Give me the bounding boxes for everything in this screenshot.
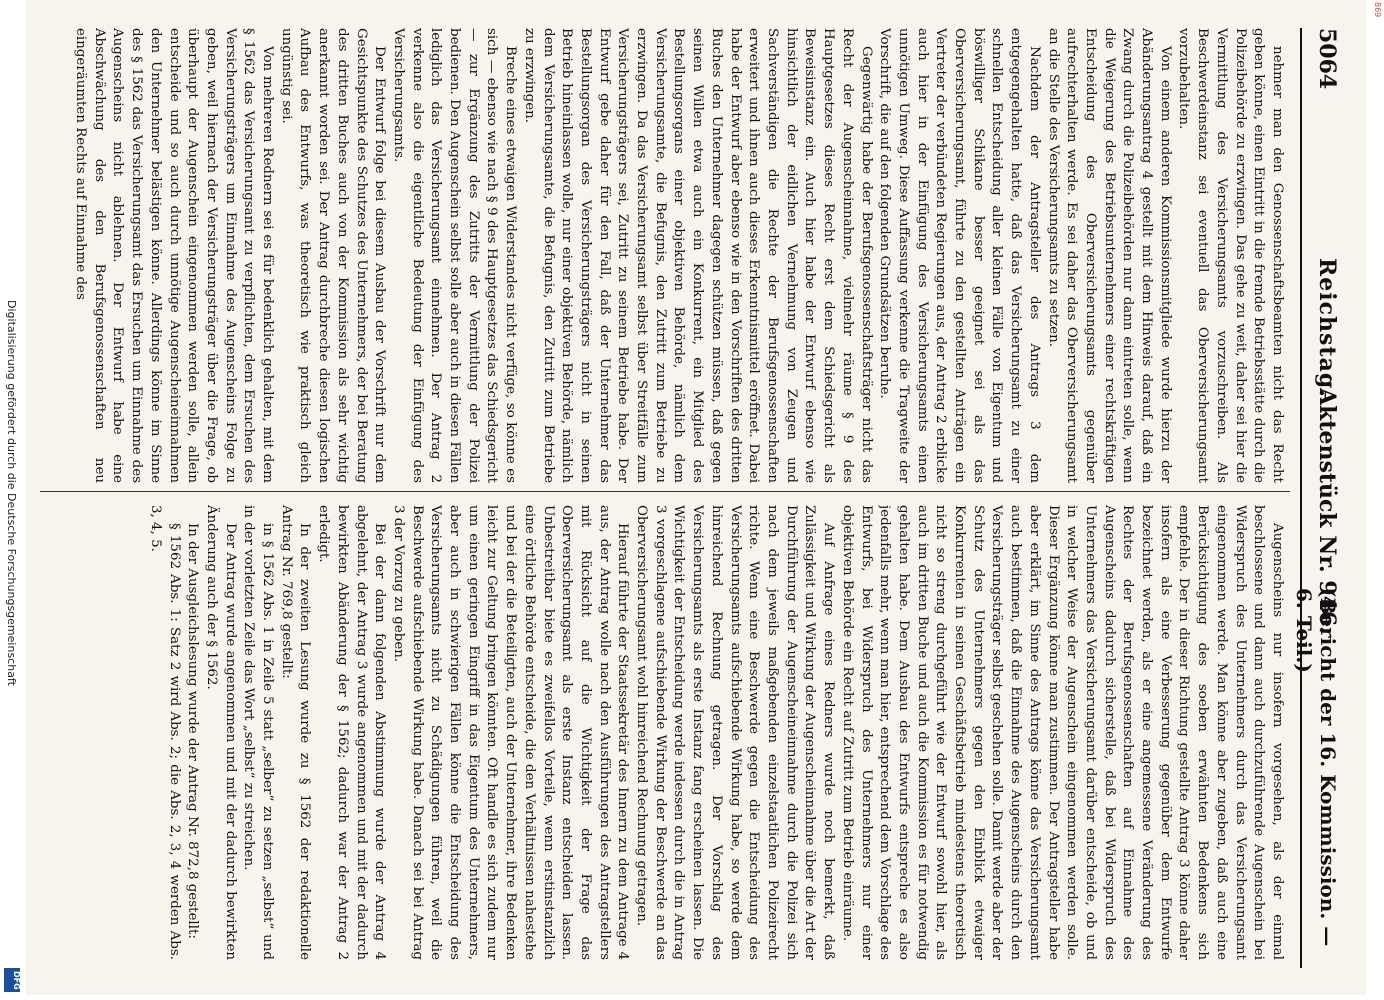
paragraph: Nachdem der Antragsteller des Antrags 3 dem entgegengehalten hatte, daß das Versicherungsamt zu einer schnellen Entscheidung aller kleinen Fälle von Eigentum und böswilliger Schikane besser geeignet sei als das Oberversicherungsamt, führte zu den gestellten Anträgen ein Vertreter der verbündeten Regierungen aus, der Antrag 2 erblicke auch hier in der Einfügung des Versicherungsamts einen unnötigen Umweg. Diese Auffassung verkenne die Tragweite der Vorschrift, die auf den folgenden Grundsätzen beruhe.: [877, 28, 1042, 483]
paragraph: § 1562 Abs. 1: Satz 2 wird Abs. 2; die Abs. 2, 3, 4 werden Abs. 3, 4, 5.: [147, 505, 182, 960]
scanned-page: [26, 0, 1366, 995]
dfg-logo: DFG: [4, 968, 20, 992]
paragraph: Auf Anfrage eines Redners wurde noch bemerkt, daß Zulässigkeit und Wirkung der Augenscheinnahme über die Art der Durchführung der Augenscheineinnahme durch die Polizei sich nach dem jeweils maßgebenden einzelstaatlichen Polizeirecht richte. Wenn eine Beschwerde gegen die Entscheidung des Versicherungsamts aufschiebende Wirkung habe, so werde dem hinreichend Rechnung getragen. Der Vorschlag des Versicherungsamts als erste Instanz fang erscheinen lassen. Die Wichtigkeit der Entscheidung werde indessen durch die in Antrag 3 vorgeschlagene aufschiebende Wirkung der Beschwerde an das Oberversicherungsamt wohl hinreichend Rechnung getragen.: [634, 505, 837, 960]
paragraph: Gegenwärtig habe der Berufsgenossenschaftsträger nicht das Recht der Augenscheinnahme, vielmehr räume § 9 des Hauptgesetzes dieses Recht erst dem Schiedsgericht als Beweisinstanz ein. Auch hier habe der Entwurf ebenso wie hinsichtlich der eidlichen Vernehmung von Zeugen und Sachverständigen die Rechte der Berufsgenossenschaften erweitert und ihnen auch dieses Erkenntnismittel eröffnet. Dabei habe der Entwurf aber ebenso wie in den Vorschriften des dritten Buches den Unternehmer dagegen schützen müssen, daß gegen seinen Willen etwa auch ein Konkurrent, ein Mitglied des Bestellungsorgans einer objektiven Behörde, nämlich dem Versicherungsamte, die Befugnis, den Zutritt zum Betriebe zu erzwingen. Da das Versicherungsamt selbst über Streitfälle zum Versicherungsträgers sei, Zutritt zu seinem Betriebe habe. Der Entwurf gebe daher für den Fall, daß der Unternehmer das Bestellungsorgan des Versicherungsträgers nicht in seinen Betrieb hineinlassen wolle, nur einer objektiven Behörde, nämlich dem Versicherungsamte, die Befugnis, den Zutritt zum Betriebe zu erzwingen.: [521, 28, 874, 483]
report-subtitle: (Bericht der 16. Kommission. — 6. Teil.): [1292, 588, 1340, 947]
paragraph: Von einem anderen Kommissionsmitgliede wurde hierzu der Abänderungsantrag 4 gestellt mit dem Hinweis darauf, daß ein Zwang durch die Polizeibehörden nur dann eintreten solle, wenn die Weigerung des Betriebsunternehmers einer rechtskräftigen Entscheidung des Oberversicherungsamts gegenüber aufrechterhalten werde. Es sei daher das Oberversicherungsamt an die Stelle des Versicherungsamts zu setzen.: [1045, 28, 1173, 483]
credit-text: Digitalisierung gefördert durch die Deutsche Forschungsgemeinschaft: [5, 300, 18, 686]
page-header: [1292, 28, 1348, 968]
page-number: 5064: [1314, 28, 1340, 90]
paragraph: In der Ausgleichslesung wurde der Antrag Nr. 872,8 gestellt:: [185, 523, 201, 939]
document-number: Aktenstück Nr. 946.: [1314, 388, 1340, 634]
corner-mark: 869: [1373, 2, 1382, 18]
column-divider: [40, 491, 1290, 492]
paragraph: Der Antrag wurde angenommen und mit der dadurch bewirkten Änderung auch der § 1562.: [203, 505, 238, 960]
right-column: [46, 505, 1286, 960]
paragraph: Augenscheins nur insofern vorgesehen, als der einmal beschlossene und dann auch durchzuführende Augenschein bei Widerspruch des Unternehmers durch das Versicherungsamt eingenommen werde. Man könne aber zugeben, daß auch eine Berücksichtigung des soeben erwähnten Bedenkens sich empfehle. Der in dieser Richtung gestellte Antrag 3 könne daher insofern als eine Verbesserung gegenüber dem Entwurfe bezeichnet werden, als er eine angemessene Veränderung des Rechtes der Berufsgenossenschaften auf Einnahme des Augenscheins dadurch sicherstelle, daß bei Widerspruch des Unternehmers das Versicherungsamt darüber entscheide, ob und in welcher Weise der Augenschein eingenommen werden solle. Dieser Ergänzung könne man zustimmen. Der Antragsteller habe aber erklärt, im Sinne des Antrags könne das Versicherungsamt auch bestimmen, daß die Einnahme des Augenscheins durch den Versicherungsträger selbst geschehen solle. Damit werde aber der Schutz des Unternehmers gegen den Einblick etwaiger Konkurrenten in seinen Geschäftsbetrieb mindestens theoretisch nicht so streng durchgeführt wie der Entwurf sowohl hier, als auch im dritten Buche und auch die Kommission es für notwendig gehalten habe. Dem Ausbau des Entwurfs entspreche es also jedenfalls mehr, wenn man hier, entsprechend dem Vorschlage des Entwurfs, bei Widerspruch des Unternehmers nur einer objektiven Behörde ein Recht auf Zutritt zum Betrieb einräume.: [839, 505, 1285, 960]
paragraph: Hierauf führte der Staatssekretär des Innern zu dem Antrage 4 aus, der Antrag wolle nach den Ausführungen des Antragstellers mit Rücksicht auf die Wichtigkeit der Frage das Oberversicherungsamt als erste Instanz entscheiden lassen. Unbestreitbar biete es zweifellos Vorteile, wenn erstinstanzlich eine örtliche Behörde entscheide, die den Verhältnissen nahestehe und bei der die Beteiligten, auch der Unternehmer, ihre Bedenken leicht zur Geltung bringen könnten. Oft handle es sich zudem nur um einen geringen Eingriff in das Eigentum des Unternehmers, aber auch in schwierigen Fällen könne die Entscheidung des Versicherungsamts nicht zu Schädigungen führen, weil die Beschwerde aufschiebende Wirkung habe. Danach sei bei Antrag 3 der Vorzug zu geben.: [390, 505, 631, 960]
paragraph: Der Entwurf folge bei diesem Ausbau der Vorschrift nur dem Gesichtspunkte des Schutzes des Unternehmers, der bei Beratung des dritten Buches auch von der Kommission als sehr wichtig anerkannt worden sei. Der Antrag durchbreche diesen logischen Aufbau des Entwurfs, was theoretisch wie praktisch gleich ungünstig sei.: [278, 28, 388, 483]
paragraph: nehmer man den Genossenschaftsbeamten nicht das Recht geben könne, einen Eintritt in die fremde Betriebsstätte durch die Polizeibehörde zu erzwingen. Das gehe zu weit, daher sei hier die Vermittlung des Versicherungsamts vorzuschreiben. Als Beschwerdeinstanz sei eventuell das Oberversicherungsamt vorzubehalten.: [1176, 28, 1285, 483]
page-content: [26, 0, 1366, 995]
paragraph: In der zweiten Lesung wurde zu § 1562 der redaktionelle Antrag Nr. 769,8 gestellt:: [278, 505, 313, 960]
paragraph: in § 1562 Abs. 1 in Zeile 5 statt „selber“ zu setzen „selbst“ und in der vorletzten Zeile das Wort „selbst“ zu streichen.: [241, 505, 276, 960]
digitization-credit: [2, 300, 20, 980]
publication-title: Reichstag.: [1314, 258, 1340, 398]
paragraph: Von mehreren Rednern sei es für bedenklich gehalten, mit dem § 1562 das Versicherungsamt zu verpflichten, dem Ersuchen des Versicherungsträgers um Einnahme des Augenscheins Folge zu geben, weil hiernach der Versicherungsträger über die Frage, ob überhaupt der Augenschein eingenommen werden solle, allein entscheide und so auch durch unnötige Augenscheineinnahmen den Unternehmer belästigen könne. Allerdings könne im Sinne des § 1562 das Versicherungsamt das Ersuchen um Einnahme des Augenscheins nicht ablehnen. Der Entwurf habe eine Abschwächung des den Berufsgenossenschaften neu eingeräumten Rechts auf Einnahme des: [73, 28, 276, 483]
paragraph: Breche eines etwaigen Widerstandes nicht verfüge, so könne es sich — ebenso wie nach § 9 des Hauptgesetzes das Schiedsgericht — zur Ergänzung des Zutritts der Vermittlung der Polizei bedienen. Den Augenschein selbst solle aber auch in diesen Fällen lediglich das Versicherungsamt einnehmen. Der Antrag 2 verkenne also die eigentliche Bedeutung der Einfügung des Versicherungsamts.: [390, 28, 519, 483]
left-column: [46, 28, 1286, 483]
paragraph: Bei der dann folgenden Abstimmung wurde der Antrag 4 abgelehnt, der Antrag 3 wurde angenommen und mit der dadurch bewirkten Abänderung der § 1562; dadurch war der Antrag 2 erledigt.: [316, 505, 388, 960]
